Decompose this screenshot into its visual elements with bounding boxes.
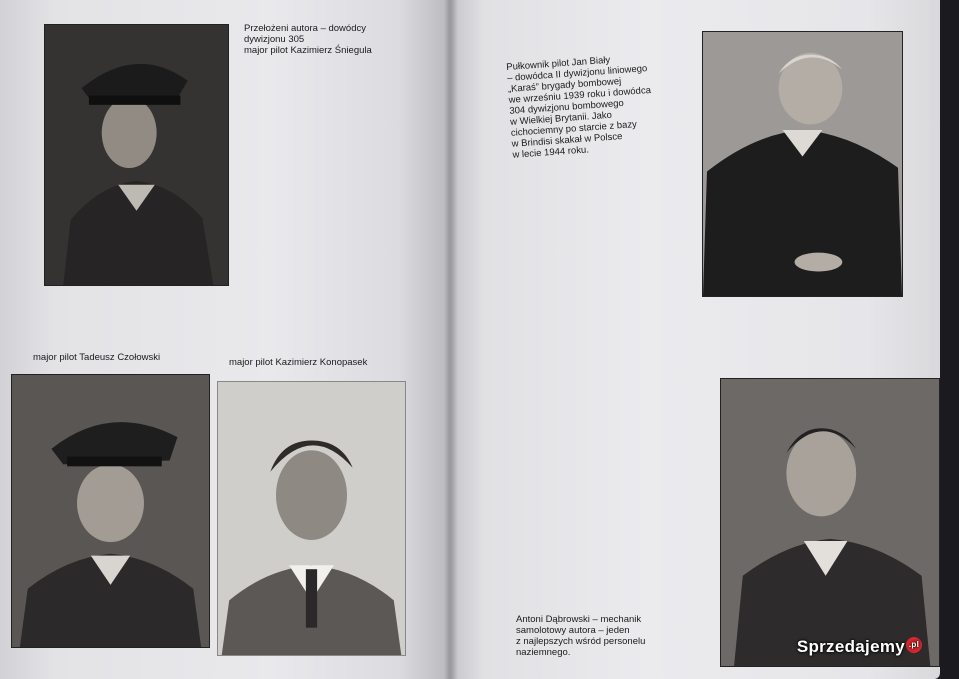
watermark-badge: .pl: [906, 637, 922, 653]
caption-kazimierz-konopasek: major pilot Kazimierz Konopasek: [229, 357, 368, 368]
book-gutter: [444, 0, 458, 679]
watermark: [797, 637, 922, 657]
photo-kazimierz-konopasek: [217, 381, 406, 656]
photo-jan-bialy: [702, 31, 903, 297]
watermark-text: Sprzedajemy: [796, 637, 905, 656]
photo-tadeusz-czolowski: [11, 374, 210, 648]
caption-antoni-dabrowski: Antoni Dąbrowski – mechanik samolotowy autora – jeden z najlepszych wśród personelu naziemnego.: [516, 614, 646, 658]
right-page: [450, 0, 940, 679]
caption-jan-bialy: Pułkownik pilot Jan Biały – dowódca II dywizjonu liniowego „Karaś” brygady bombowej we wrześniu 1939 roku i dowódca 304 dywizjonu bombowego w Wielkiej Brytanii. Jako cichociemny po starcie z bazy w Brindisi skakał w Polsce w lecie 1944 roku.: [506, 54, 652, 161]
photo-antoni-dabrowski: [720, 378, 940, 667]
caption-tadeusz-czolowski: major pilot Tadeusz Czołowski: [33, 352, 161, 363]
left-page: [0, 0, 452, 679]
caption-superiors: Przełożeni autora – dowódcy dywizjonu 305 major pilot Kazimierz Śniegula: [244, 23, 372, 56]
photo-kazimierz-sniegula: [44, 24, 229, 286]
